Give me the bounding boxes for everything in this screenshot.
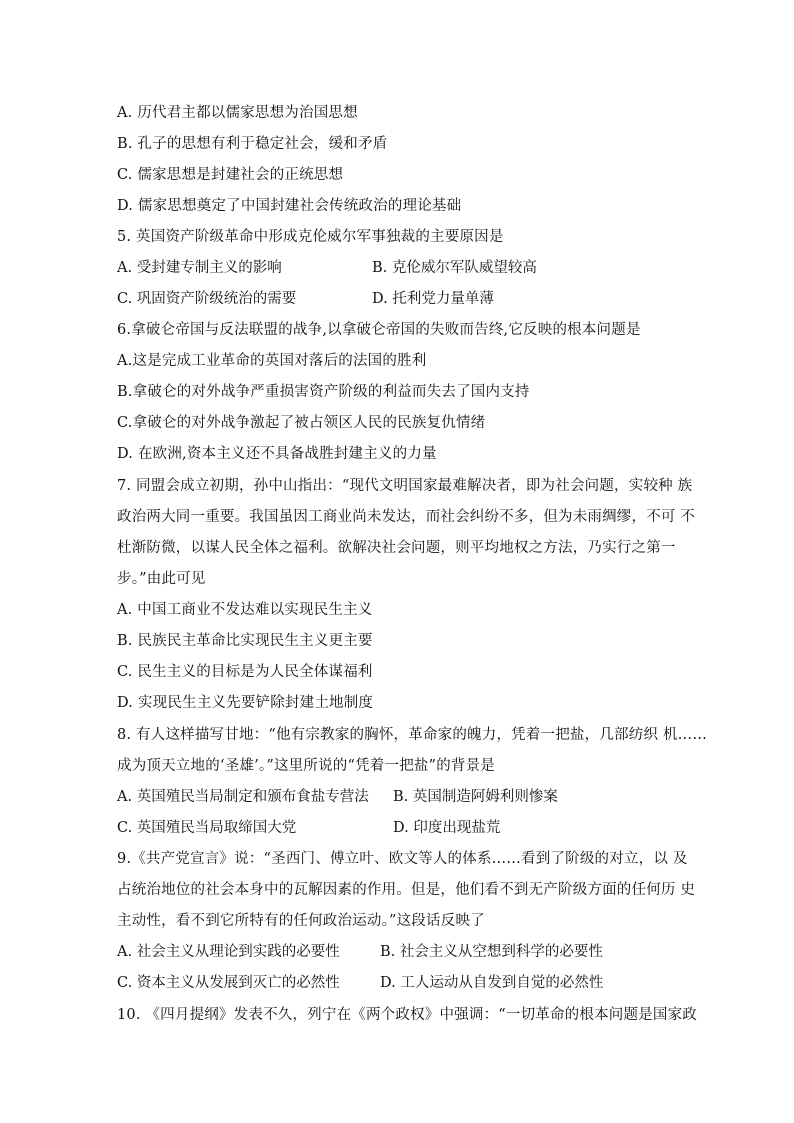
q9-option-a: A. 社会主义从理论到实践的必要性 <box>117 944 340 960</box>
q8-option-a: A. 英国殖民当局制定和颁布食盐专营法 <box>117 789 369 805</box>
q9-option-d: D. 工人运动从自发到自觉的必然性 <box>380 975 604 991</box>
q6-option-d: D. 在欧洲,资本主义还不具备战胜封建主义的力量 <box>117 446 437 462</box>
q4-option-c: C. 儒家思想是封建社会的正统思想 <box>117 167 344 183</box>
q5-stem: 5. 英国资产阶级革命中形成克伦威尔军事独裁的主要原因是 <box>117 229 504 245</box>
q9-stem-line: 占统治地位的社会本身中的瓦解因素的作用。但是，他们看不到无产阶级方面的任何历 史 <box>117 882 696 898</box>
q5-option-d: D. 托利党力量单薄 <box>372 291 494 307</box>
q8-stem-line: 8. 有人这样描写甘地：“他有宗教家的胸怀，革命家的魄力，凭着一把盐，几部纺织 机…… <box>117 727 708 743</box>
q7-option-b: B. 民族民主革命比实现民生主义更主要 <box>117 633 373 649</box>
q7-stem-line: 杜渐防微，以谋人民全体之福利。欲解决社会问题，则平均地权之方法，乃实行之第一 <box>117 540 676 556</box>
q9-option-b: B. 社会主义从空想到科学的必要性 <box>380 944 603 960</box>
q9-option-c: C. 资本主义从发展到灭亡的必然性 <box>117 975 340 991</box>
q5-option-c: C. 巩固资产阶级统治的需要 <box>117 291 297 307</box>
q7-option-c: C. 民生主义的目标是为人民全体谋福利 <box>117 664 373 680</box>
q10-stem: 10. 《四月提纲》发表不久，列宁在《两个政权》中强调：“一切革命的根本问题是国家政 <box>117 1007 697 1023</box>
q7-option-d: D. 实现民生主义先要铲除封建土地制度 <box>117 695 374 711</box>
q4-option-b: B. 孔子的思想有利于稳定社会，缓和矛盾 <box>117 136 388 152</box>
q4-option-a: A. 历代君主都以儒家思想为治国思想 <box>117 105 358 121</box>
q7-option-a: A. 中国工商业不发达难以实现民生主义 <box>117 602 373 618</box>
q5-option-a: A. 受封建专制主义的影响 <box>117 260 282 276</box>
q4-option-d: D. 儒家思想奠定了中国封建社会传统政治的理论基础 <box>117 198 462 214</box>
q9-stem-line: 9.《共产党宣言》说：“圣西门、傅立叶、欧文等人的体系……看到了阶级的对立，以 及 <box>117 851 688 867</box>
q6-option-a: A.这是完成工业革命的英国对落后的法国的胜利 <box>117 353 427 369</box>
q6-stem: 6.拿破仑帝国与反法联盟的战争,以拿破仑帝国的失败而告终,它反映的根本问题是 <box>117 322 641 338</box>
q7-stem-line: 7. 同盟会成立初期，孙中山指出：“现代文明国家最难解决者，即为社会问题，实较种 族 <box>117 478 693 494</box>
q9-stem-line: 主动性，看不到它所特有的任何政治运动。”这段话反映了 <box>117 913 485 929</box>
q5-option-b: B. 克伦威尔军队威望较高 <box>372 260 537 276</box>
q6-option-c: C.拿破仑的对外战争激起了被占领区人民的民族复仇情绪 <box>117 415 486 431</box>
q7-stem-line: 政治两大同一重要。我国虽因工商业尚未发达，而社会纠纷不多，但为未雨绸缪，不可 不 <box>117 509 696 525</box>
q8-option-c: C. 英国殖民当局取缔国大党 <box>117 820 297 836</box>
q8-option-d: D. 印度出现盐荒 <box>393 820 501 836</box>
q6-option-b: B.拿破仑的对外战争严重损害资产阶级的利益而失去了国内支持 <box>117 384 530 400</box>
q8-stem-line: 成为顶天立地的‘圣雄’。”这里所说的“凭着一把盐”的背景是 <box>117 758 496 774</box>
q7-stem-line: 步。”由此可见 <box>117 571 206 587</box>
q8-option-b: B. 英国制造阿姆利则惨案 <box>393 789 558 805</box>
